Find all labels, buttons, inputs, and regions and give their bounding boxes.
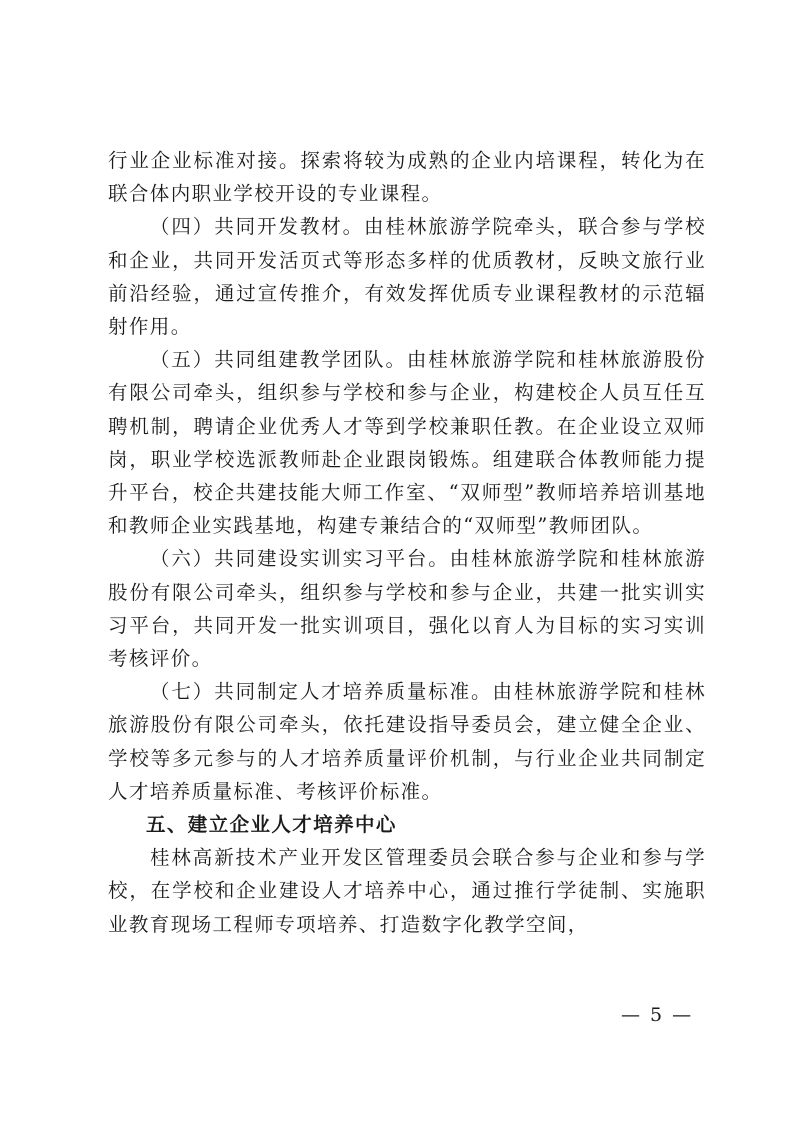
paragraph-training-platform: （六）共同建设实训实习平台。由桂林旅游学院和桂林旅游股份有限公司牵头，组织参与学校和参与企业，共建一批实训实习平台，共同开发一批实训项目，强化以育人为目标的实习实训考核评价。 [108, 547, 706, 671]
paragraph-quality-standards: （七）共同制定人才培养质量标准。由桂林旅游学院和桂林旅游股份有限公司牵头，依托建设指导委员会，建立健全企业、学校等多元参与的人才培养质量评价机制，与行业企业共同制定人才培养质量标准、考核评价标准。 [108, 680, 706, 803]
section-heading: 五、建立企业人才培养中心 [146, 813, 397, 837]
paragraph-teaching-team: （五）共同组建教学团队。由桂林旅游学院和桂林旅游股份有限公司牵头，组织参与学校和参与企业，构建校企人员互任互聘机制，聘请企业优秀人才等到学校兼职任教。在企业设立双师岗，职业学校选派教师赴企业跟岗锻炼。组建联合体教师能力提升平台，校企共建技能大师工作室、“双师型”教师培养培训基地和教师企业实践基地，构建专兼结合的“双师型”教师团队。 [108, 348, 706, 538]
paragraph-textbook-development: （四）共同开发教材。由桂林旅游学院牵头，联合参与学校和企业，共同开发活页式等形态多样的优质教材，反映文旅行业前沿经验，通过宣传推介，有效发挥优质专业课程教材的示范辐射作用。 [108, 215, 706, 339]
paragraph-standards-alignment: 行业企业标准对接。探索将较为成熟的企业内培课程，转化为在联合体内职业学校开设的专业课程。 [108, 149, 706, 206]
document-body [108, 144, 706, 941]
page-number: — 5 — [621, 1004, 694, 1026]
paragraph-talent-center: 桂林高新技术产业开发区管理委员会联合参与企业和参与学校，在学校和企业建设人才培养中心，通过推行学徒制、实施职业教育现场工程师专项培养、打造数字化教学空间， [108, 846, 706, 936]
